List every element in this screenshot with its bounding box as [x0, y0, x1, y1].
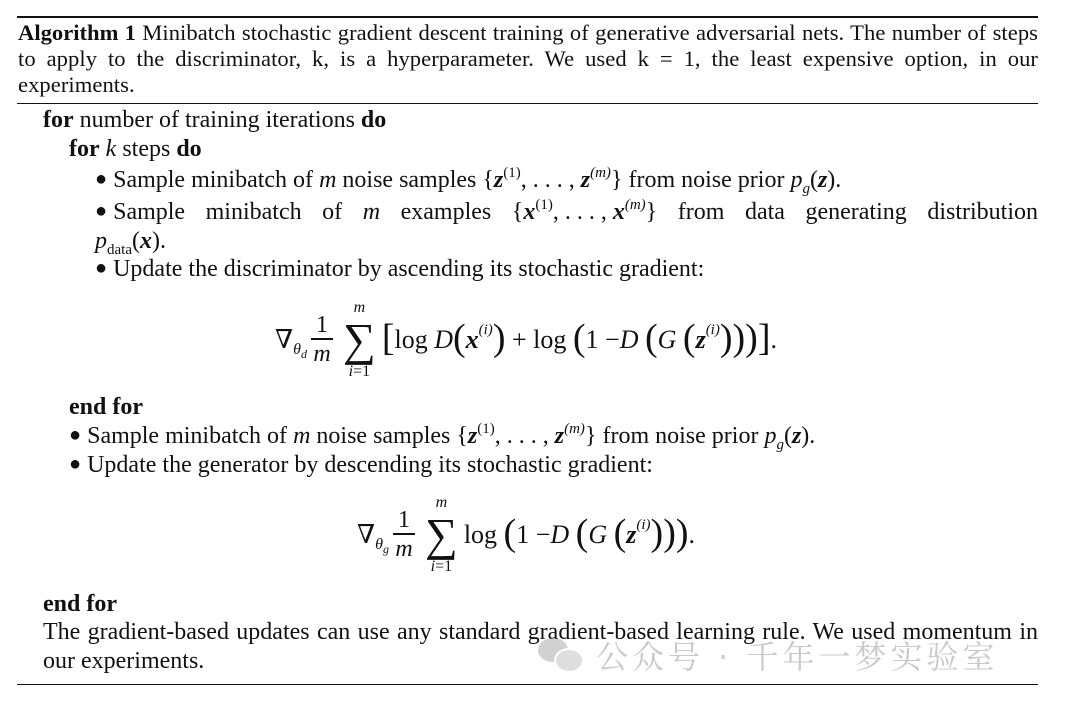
- end-for-outer: end for: [43, 591, 117, 617]
- outer-for-text: number of training iterations: [79, 107, 355, 133]
- noise-prior: $p_g(z)$.: [764, 423, 816, 453]
- bullet: ●: [95, 168, 108, 190]
- kw-for: for: [69, 136, 100, 162]
- kw-do: do: [360, 107, 387, 133]
- outer-for-line: [43, 105, 386, 135]
- noise-sample-set: {$z^{(1)}$, . . . , $z^{(m)}$}: [482, 165, 623, 193]
- kw-do: do: [176, 136, 202, 162]
- bottom-rule: [17, 684, 1038, 685]
- kw-for: for: [43, 107, 74, 133]
- bullet: ●: [95, 200, 108, 222]
- discriminator-gradient-equation: ∇ $\theta_d$ $\frac{1}{m}$ m ∑ i=1 [ log D ( x (i) ) + log ( 1 − D ( G ( z (i) )))] .: [275, 299, 777, 380]
- var-k: k: [105, 136, 117, 162]
- d-bullet-3: ● Update the discriminator by ascending its stochastic gradient:: [95, 256, 705, 282]
- caption-text: Minibatch stochastic gradient descent training of generative adversarial nets. The number of steps to apply to the discriminator, k, is a hyperparameter. We used k = 1, the least expensive option, in our experiments.: [18, 20, 1039, 97]
- noise-sample-set: {$z^{(1)}$, . . . , $z^{(m)}$}: [456, 421, 597, 449]
- inner-for-line: [69, 134, 202, 164]
- footer-note: The gradient-based updates can use any standard gradient-based learning rule. We used momentum in our experiments.: [43, 619, 1038, 674]
- bullet: ●: [69, 453, 82, 475]
- generator-gradient-equation: ∇ $\theta_g$ $\frac{1}{m}$ m ∑ i=1 log ( 1 − D ( G ( z (i) ))) .: [357, 494, 696, 575]
- d-bullet-1: ● Sample minibatch of m noise samples {$z^{(1)}$, . . . , $z^{(m)}$} from noise prior $p_g(z)$.: [95, 165, 842, 197]
- noise-prior: $p_g(z)$.: [790, 167, 842, 197]
- data-distribution: $p_{data}(x)$.: [95, 228, 166, 258]
- inner-for-text: steps: [122, 136, 171, 162]
- algorithm-label: Algorithm 1: [18, 20, 136, 45]
- g-bullet-1: ● Sample minibatch of m noise samples {$z^{(1)}$, . . . , $z^{(m)}$} from noise prior $p_g(z)$.: [69, 421, 816, 453]
- algorithm-caption: [18, 20, 1038, 98]
- bullet: ●: [69, 424, 82, 446]
- example-set: {$x^{(1)}$, . . . , $x^{(m)}$}: [511, 197, 658, 225]
- caption-rule: [17, 103, 1038, 104]
- watermark-text: 公众号 · 千年一梦实验室: [596, 638, 999, 676]
- end-for-inner: end for: [69, 394, 143, 420]
- top-rule: [17, 16, 1038, 18]
- bullet: ●: [95, 257, 108, 279]
- d-bullet-2-line1: ● Sample minibatch of m examples {$x^{(1)}$, . . . , $x^{(m)}$} from data generating distribution: [95, 197, 1038, 230]
- g-bullet-2: ● Update the generator by descending its stochastic gradient:: [69, 452, 653, 478]
